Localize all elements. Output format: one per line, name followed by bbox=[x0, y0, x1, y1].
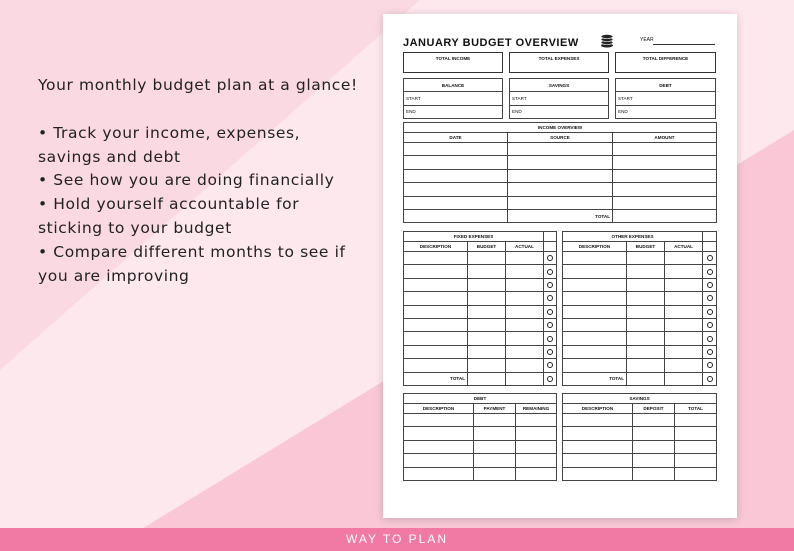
checkbox-icon[interactable] bbox=[707, 255, 713, 261]
footer-brand: WAY TO PLAN bbox=[0, 528, 794, 551]
income-total-label: TOTAL bbox=[508, 209, 613, 222]
other-col-description: DESCRIPTION bbox=[563, 242, 627, 252]
table-row[interactable] bbox=[563, 454, 717, 467]
balance-table bbox=[403, 78, 503, 119]
fixed-heading: FIXED EXPENSES bbox=[404, 232, 544, 242]
table-row[interactable] bbox=[563, 292, 717, 305]
table-row[interactable] bbox=[404, 359, 557, 372]
total-income-label: TOTAL INCOME bbox=[435, 56, 471, 61]
tagline-intro: Your monthly budget plan at a glance! bbox=[38, 76, 358, 94]
savings-table-heading: SAVINGS bbox=[563, 394, 717, 404]
table-row[interactable] bbox=[563, 427, 717, 440]
checkbox-icon[interactable] bbox=[547, 269, 553, 275]
table-row[interactable] bbox=[404, 278, 557, 291]
table-row[interactable] bbox=[404, 209, 717, 222]
checkbox-icon[interactable] bbox=[547, 362, 553, 368]
table-row[interactable] bbox=[563, 318, 717, 331]
fixed-col-description: DESCRIPTION bbox=[404, 242, 468, 252]
coins-icon bbox=[598, 34, 616, 48]
table-row[interactable] bbox=[404, 372, 557, 385]
table-row[interactable] bbox=[404, 265, 557, 278]
checkbox-icon[interactable] bbox=[547, 309, 553, 315]
table-row[interactable] bbox=[563, 372, 717, 385]
checkbox-icon[interactable] bbox=[707, 269, 713, 275]
checkbox-icon[interactable] bbox=[707, 336, 713, 342]
balance-heading: BALANCE bbox=[404, 79, 503, 92]
table-row[interactable] bbox=[404, 440, 557, 453]
table-row[interactable] bbox=[563, 440, 717, 453]
checkbox-icon[interactable] bbox=[707, 322, 713, 328]
debt-col-remaining: REMAINING bbox=[516, 404, 557, 414]
year-field[interactable] bbox=[653, 44, 715, 45]
savings-heading: SAVINGS bbox=[510, 79, 609, 92]
table-row[interactable] bbox=[404, 427, 557, 440]
table-row[interactable] bbox=[404, 467, 557, 480]
total-income-box[interactable] bbox=[403, 52, 503, 73]
debt-col-payment: PAYMENT bbox=[474, 404, 516, 414]
savings-start[interactable]: START bbox=[510, 92, 609, 105]
checkbox-icon[interactable] bbox=[707, 295, 713, 301]
total-expenses-label: TOTAL EXPENSES bbox=[538, 56, 580, 61]
table-row[interactable] bbox=[404, 196, 717, 209]
bullet-see: • See how you are doing financially bbox=[38, 171, 335, 190]
table-row[interactable] bbox=[563, 345, 717, 358]
total-difference-box[interactable] bbox=[615, 52, 716, 73]
table-row[interactable] bbox=[404, 143, 717, 156]
table-row[interactable] bbox=[563, 359, 717, 372]
table-row[interactable] bbox=[563, 252, 717, 265]
table-row[interactable] bbox=[404, 292, 557, 305]
table-row[interactable] bbox=[404, 318, 557, 331]
checkbox-icon[interactable] bbox=[707, 282, 713, 288]
bullet-compare: • Compare different months to see if you are improving bbox=[38, 242, 346, 285]
savings-col-deposit: DEPOSIT bbox=[633, 404, 675, 414]
income-overview-table bbox=[403, 122, 717, 223]
checkbox-icon[interactable] bbox=[547, 349, 553, 355]
table-row[interactable] bbox=[563, 467, 717, 480]
fixed-col-actual: ACTUAL bbox=[506, 242, 544, 252]
table-row[interactable] bbox=[563, 305, 717, 318]
balance-end[interactable]: END bbox=[404, 105, 503, 118]
budget-sheet bbox=[383, 14, 737, 518]
savings-balance-table bbox=[509, 78, 609, 119]
income-col-amount: AMOUNT bbox=[613, 133, 717, 143]
savings-col-total: TOTAL bbox=[675, 404, 717, 414]
other-heading: OTHER EXPENSES bbox=[563, 232, 703, 242]
table-row[interactable] bbox=[404, 252, 557, 265]
total-difference-label: TOTAL DIFFERENCE bbox=[642, 56, 689, 61]
table-row[interactable] bbox=[404, 345, 557, 358]
checkbox-icon[interactable] bbox=[547, 322, 553, 328]
table-row[interactable] bbox=[563, 278, 717, 291]
table-row[interactable] bbox=[563, 414, 717, 427]
table-row[interactable] bbox=[563, 332, 717, 345]
savings-end[interactable]: END bbox=[510, 105, 609, 118]
savings-table bbox=[562, 393, 717, 481]
bullet-accountable: • Hold yourself accountable for sticking to your budget bbox=[38, 195, 300, 237]
table-row[interactable] bbox=[404, 454, 557, 467]
bullet-track: • Track your income, expenses, savings and debt bbox=[38, 123, 301, 166]
fixed-total-label: TOTAL bbox=[404, 372, 468, 385]
year-label: YEAR bbox=[640, 37, 654, 43]
debt-table bbox=[403, 393, 557, 481]
debt-col-description: DESCRIPTION bbox=[404, 404, 474, 414]
table-row[interactable] bbox=[404, 183, 717, 196]
table-row[interactable] bbox=[404, 169, 717, 182]
checkbox-icon[interactable] bbox=[547, 376, 553, 382]
checkbox-icon[interactable] bbox=[707, 362, 713, 368]
checkbox-icon[interactable] bbox=[547, 255, 553, 261]
other-col-actual: ACTUAL bbox=[665, 242, 703, 252]
table-row[interactable] bbox=[404, 305, 557, 318]
table-row[interactable] bbox=[563, 265, 717, 278]
debt-start[interactable]: START bbox=[616, 92, 716, 105]
table-row[interactable] bbox=[404, 156, 717, 169]
table-row[interactable] bbox=[404, 332, 557, 345]
tagline bbox=[38, 74, 368, 288]
debt-table-heading: DEBT bbox=[404, 394, 557, 404]
fixed-col-budget: BUDGET bbox=[468, 242, 506, 252]
fixed-expenses-table bbox=[403, 231, 557, 386]
balance-start[interactable]: START bbox=[404, 92, 503, 105]
checkbox-icon[interactable] bbox=[547, 295, 553, 301]
table-row[interactable] bbox=[404, 414, 557, 427]
page-title: JANUARY BUDGET OVERVIEW bbox=[403, 37, 579, 49]
total-expenses-box[interactable] bbox=[509, 52, 609, 73]
checkbox-icon[interactable] bbox=[547, 282, 553, 288]
checkbox-icon[interactable] bbox=[707, 376, 713, 382]
income-col-source: SOURCE bbox=[508, 133, 613, 143]
other-col-budget: BUDGET bbox=[627, 242, 665, 252]
savings-col-description: DESCRIPTION bbox=[563, 404, 633, 414]
income-col-date: DATE bbox=[404, 133, 508, 143]
other-total-label: TOTAL bbox=[563, 372, 627, 385]
checkbox-icon[interactable] bbox=[707, 349, 713, 355]
other-expenses-table bbox=[562, 231, 717, 386]
income-heading: INCOME OVERVIEW bbox=[404, 123, 717, 133]
debt-heading: DEBT bbox=[616, 79, 716, 92]
debt-end[interactable]: END bbox=[616, 105, 716, 118]
checkbox-icon[interactable] bbox=[707, 309, 713, 315]
checkbox-icon[interactable] bbox=[547, 336, 553, 342]
debt-balance-table bbox=[615, 78, 716, 119]
